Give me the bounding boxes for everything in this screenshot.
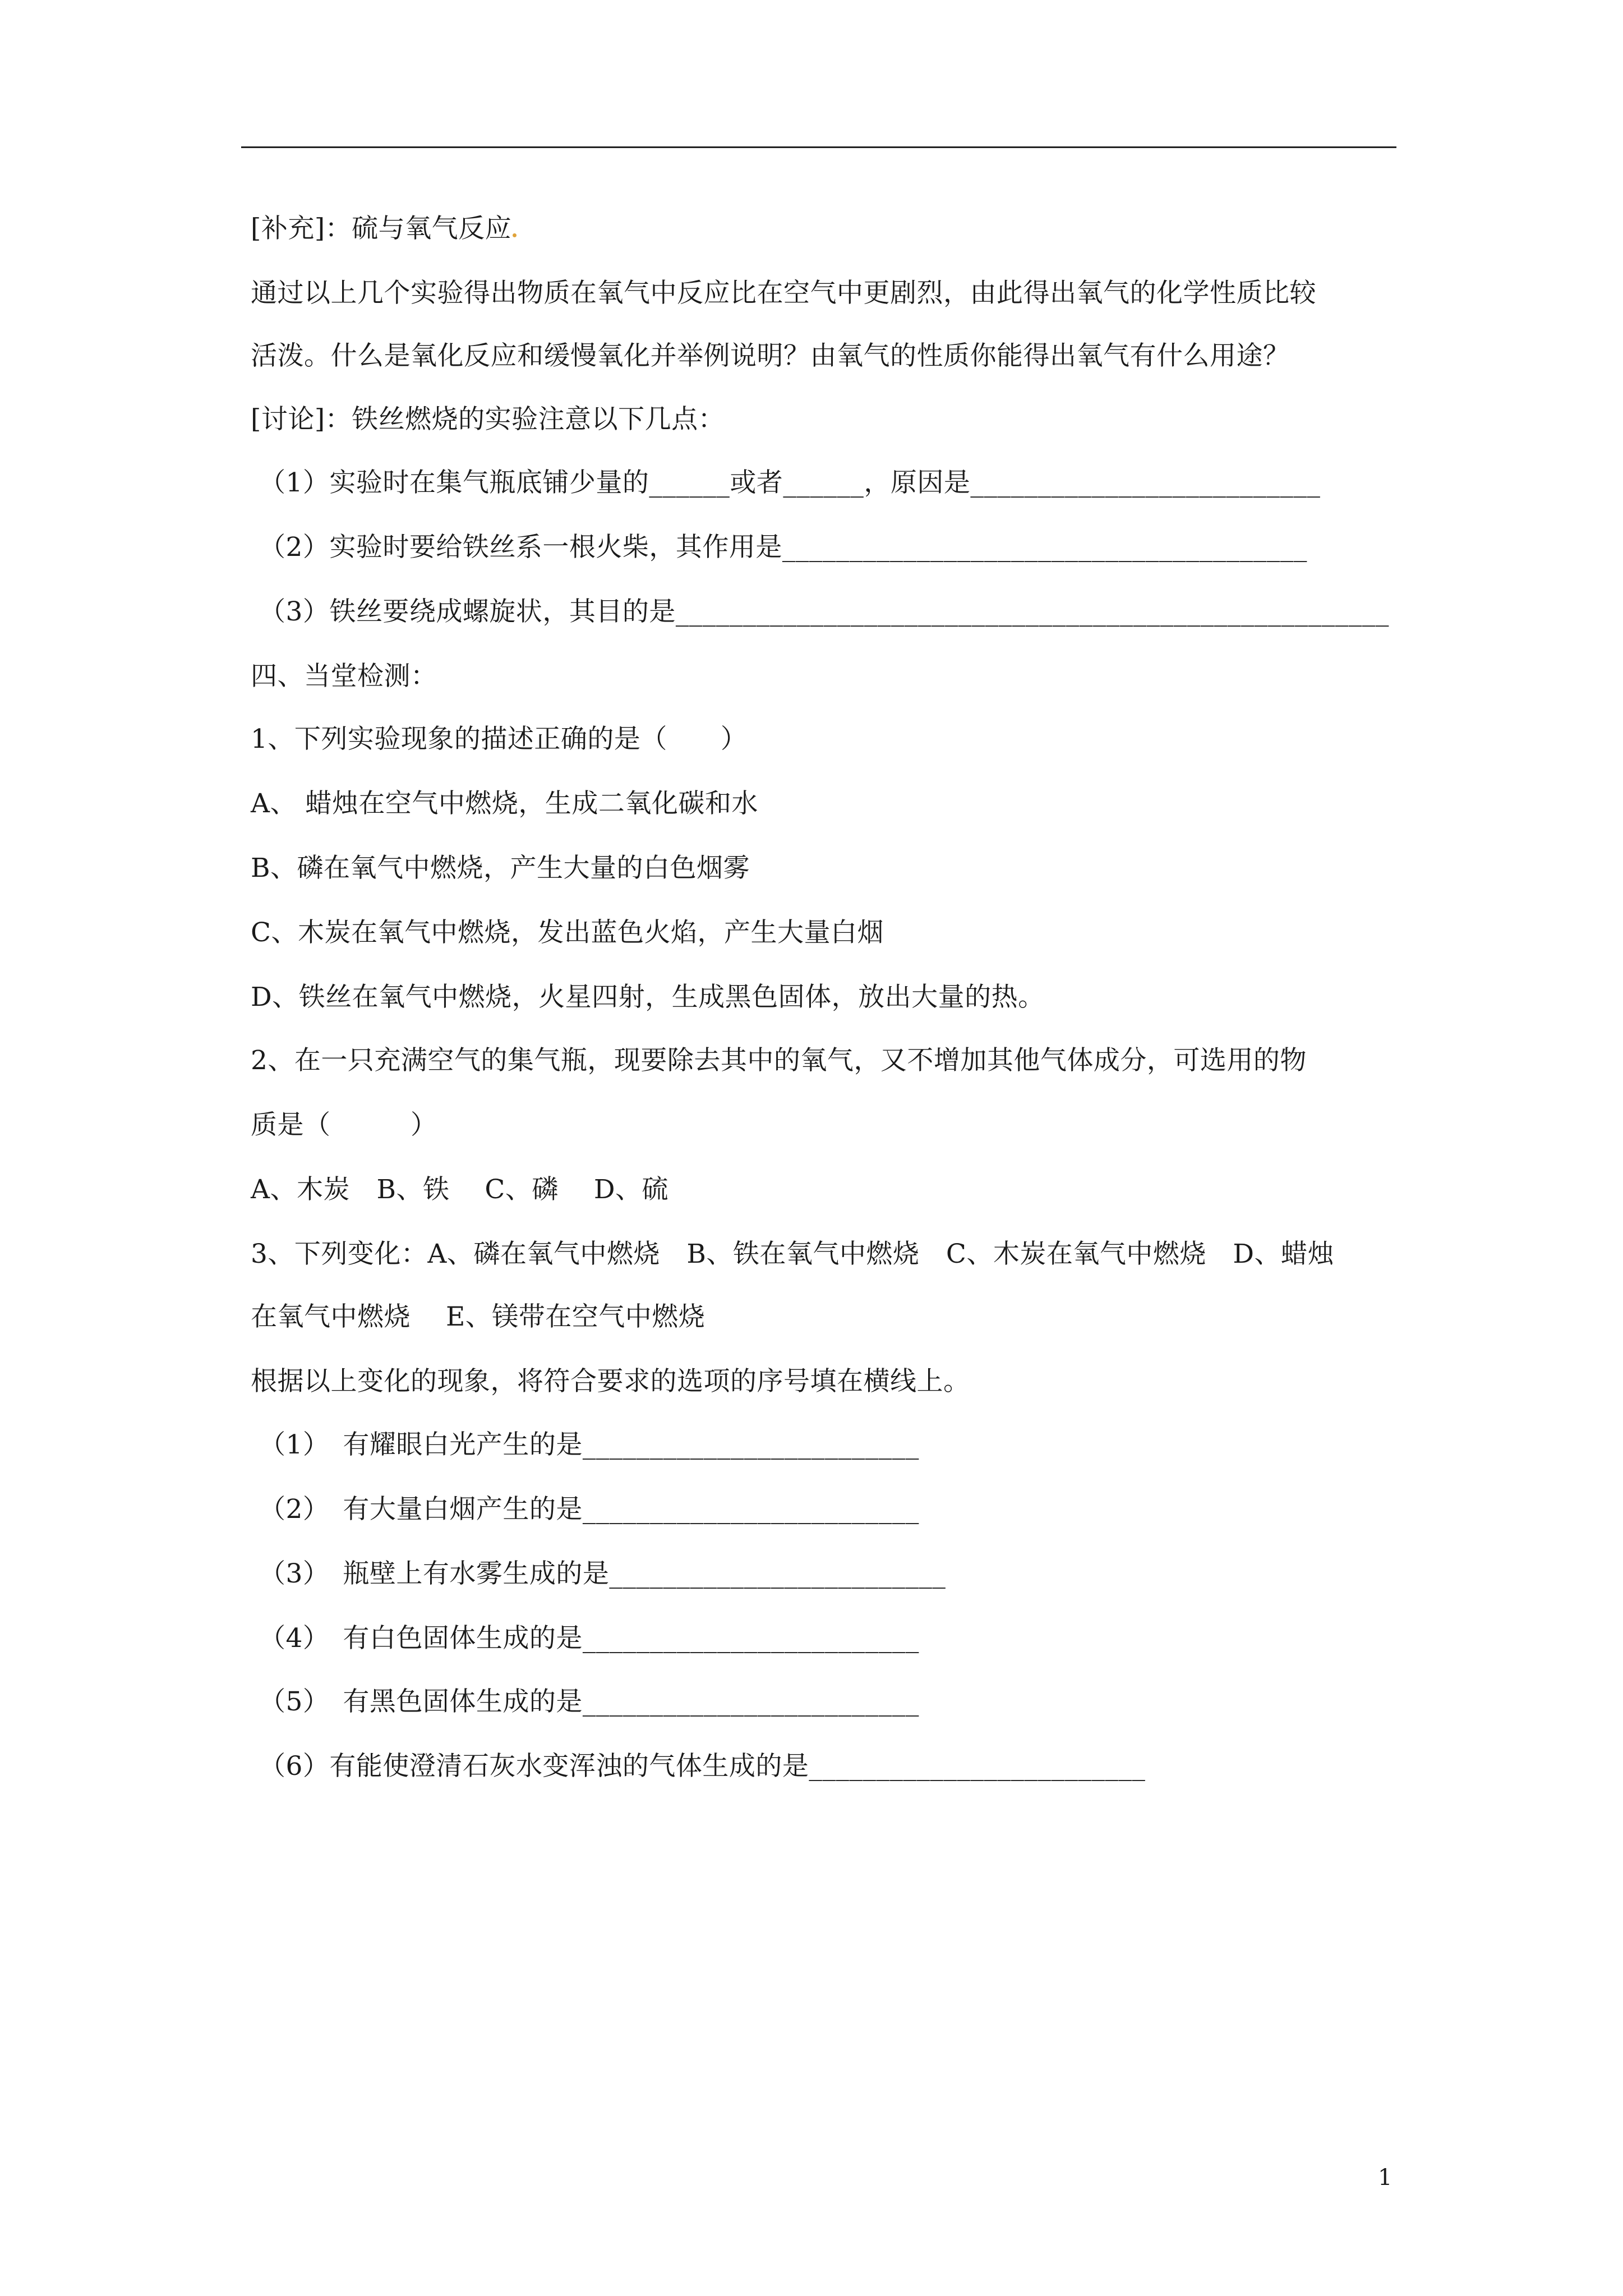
question-3-item-2: （2） 有大量白烟产生的是_________________________ xyxy=(259,1494,919,1525)
question-1: 1、下列实验现象的描述正确的是（ ） xyxy=(251,724,748,754)
question-2-line-1: 2、在一只充满空气的集气瓶，现要除去其中的氧气，又不增加其他气体成分，可选用的物 xyxy=(251,1045,1307,1076)
question-3-item-4: （4） 有白色固体生成的是_________________________ xyxy=(259,1623,919,1654)
question-3-item-3: （3） 瓶壁上有水雾生成的是_________________________ xyxy=(259,1558,946,1589)
page-number: 1 xyxy=(1378,2165,1393,2191)
intro-paragraph-line-1: 通过以上几个实验得出物质在氧气中反应比在空气中更剧烈，由此得出氧气的化学性质比较 xyxy=(251,278,1316,309)
question-1-option-c: C、木炭在氧气中燃烧，发出蓝色火焰，产生大量白烟 xyxy=(251,917,884,948)
discussion-heading: [讨论]：铁丝燃烧的实验注意以下几点： xyxy=(251,404,725,435)
question-3-item-5: （5） 有黑色固体生成的是_________________________ xyxy=(259,1686,919,1717)
supplement-heading: [补充]：硫与氧气反应 xyxy=(251,212,517,246)
question-3-line-1: 3、下列变化：A、磷在氧气中燃烧 B、铁在氧气中燃烧 C、木炭在氧气中燃烧 D、蜡烛 xyxy=(251,1239,1335,1269)
section-four-heading: 四、当堂检测： xyxy=(251,661,437,692)
discussion-item-3: （3）铁丝要绕成螺旋状，其目的是_____________________________________________________ xyxy=(259,596,1389,627)
ink-speck xyxy=(513,233,517,237)
question-1-option-d: D、铁丝在氧气中燃烧，火星四射，生成黑色固体，放出大量的热。 xyxy=(251,982,1045,1013)
discussion-item-1: （1）实验时在集气瓶底铺少量的______或者______，原因是__________________________ xyxy=(259,467,1321,498)
question-1-option-b: B、磷在氧气中燃烧，产生大量的白色烟雾 xyxy=(251,853,750,884)
question-2-options: A、木炭 B、铁 C、磷 D、硫 xyxy=(251,1174,669,1205)
question-3-item-1: （1） 有耀眼白光产生的是_________________________ xyxy=(259,1429,919,1460)
question-3-line-2: 在氧气中燃烧 E、镁带在空气中燃烧 xyxy=(251,1301,706,1332)
question-3-item-6: （6）有能使澄清石灰水变浑浊的气体生成的是_________________________ xyxy=(259,1751,1146,1782)
question-3-instruction: 根据以上变化的现象，将符合要求的选项的序号填在横线上。 xyxy=(251,1366,970,1397)
intro-paragraph-line-2: 活泼。什么是氧化反应和缓慢氧化并举例说明？由氧气的性质你能得出氧气有什么用途？ xyxy=(251,341,1290,371)
discussion-item-2: （2）实验时要给铁丝系一根火柴，其作用是_______________________________________ xyxy=(259,532,1307,563)
question-1-option-a: A、 蜡烛在空气中燃烧，生成二氧化碳和水 xyxy=(251,788,758,819)
header-rule xyxy=(241,146,1396,148)
question-2-line-2: 质是（ ） xyxy=(251,1110,437,1140)
